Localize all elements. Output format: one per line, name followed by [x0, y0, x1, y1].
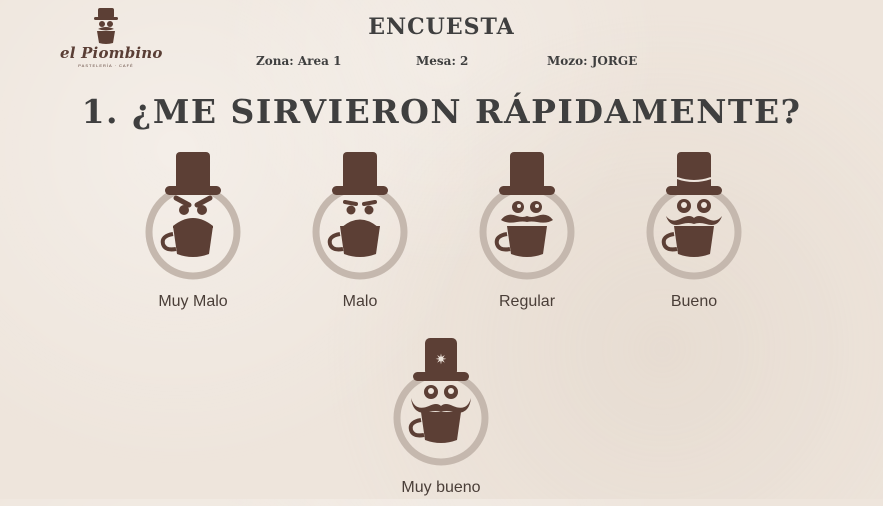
zone-info: Zona: Area 1 — [256, 54, 342, 68]
question-title: 1. ¿ME SIRVIERON RÁPIDAMENTE? — [81, 92, 802, 131]
rating-label: Regular — [498, 293, 556, 310]
rating-label: Muy bueno — [401, 479, 481, 496]
rating-label: Bueno — [670, 293, 718, 310]
very-happy-cup-character-icon — [391, 336, 491, 466]
angry-cup-character-icon — [143, 150, 243, 280]
svg-text:✷: ✷ — [435, 352, 447, 368]
rating-option-regular[interactable] — [457, 150, 597, 320]
rating-option-bueno[interactable] — [624, 150, 764, 320]
rating-option-malo[interactable] — [290, 150, 430, 320]
rating-label: Muy Malo — [158, 293, 228, 310]
waiter-info: Mozo: JORGE — [547, 54, 638, 68]
page-title: ENCUESTA — [368, 14, 515, 40]
rating-option-muy-bueno[interactable] — [371, 336, 511, 506]
rating-option-muy-malo[interactable] — [123, 150, 263, 320]
brand-tagline: PASTELERÍA · CAFÉ — [78, 63, 134, 68]
neutral-cup-character-icon — [477, 150, 577, 280]
happy-cup-character-icon — [644, 150, 744, 280]
brand-name: el Piombino — [60, 44, 163, 62]
rating-label: Malo — [342, 293, 378, 310]
frowning-cup-character-icon — [310, 150, 410, 280]
table-info: Mesa: 2 — [416, 54, 469, 68]
